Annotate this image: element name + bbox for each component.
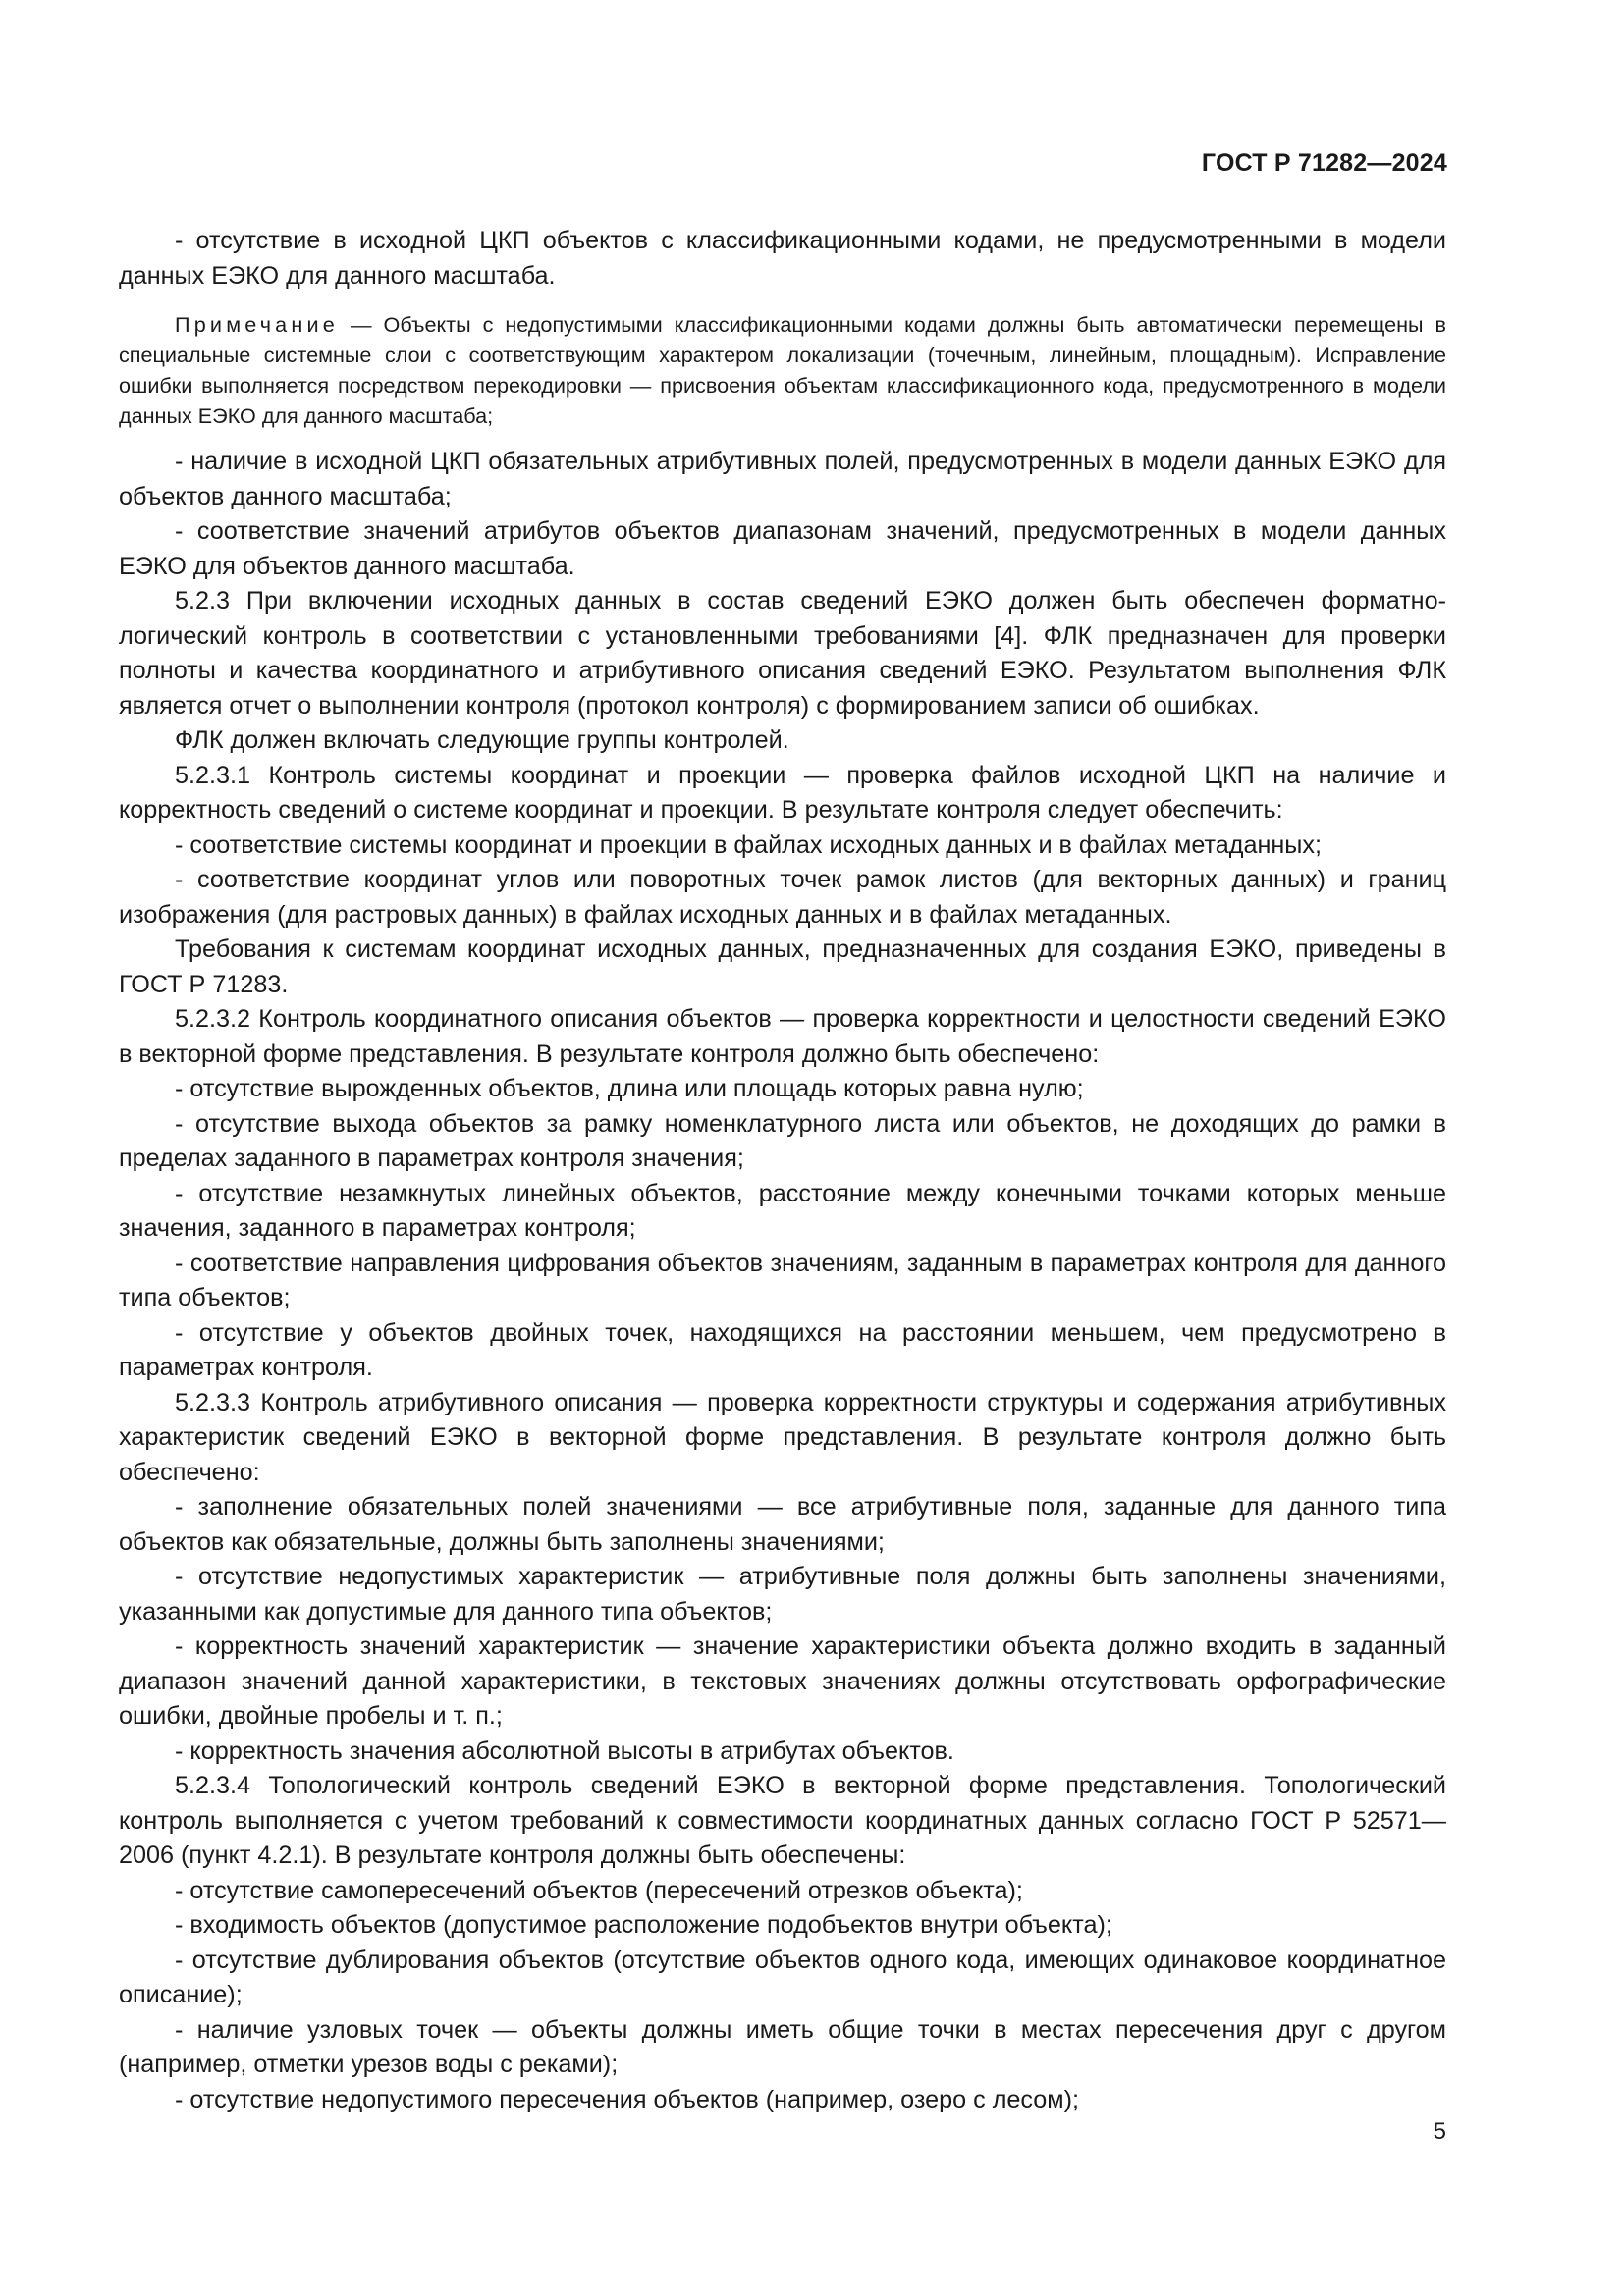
list-item: - отсутствие незамкнутых линейных объектов, расстояние между конечными точками которых меньше значения, заданного в параметрах контроля; xyxy=(119,1179,1446,1242)
list-item: - отсутствие самопересечений объектов (пересечений отрезков объекта); xyxy=(175,1876,1023,1904)
list-item: - соответствие направления цифрования объектов значениям, заданным в параметрах контроля для данного типа объектов; xyxy=(119,1249,1446,1311)
section-5-2-3-3: 5.2.3.3 Контроль атрибутивного описания — проверка корректности структуры и содержания атрибутивных характеристик сведений ЕЭКО в векторной форме представления. В результате контроля должно быть обеспечено: xyxy=(119,1388,1446,1486)
section-5-2-3-2: 5.2.3.2 Контроль координатного описания объектов — проверка корректности и целостности сведений ЕЭКО в векторной форме представления. В результате контроля должно быть обеспечено: xyxy=(119,1005,1446,1068)
document-body xyxy=(119,224,1446,2117)
paragraph: Требования к системам координат исходных данных, предназначенных для создания ЕЭКО, приведены в ГОСТ Р 71283. xyxy=(119,935,1446,998)
note-label: Примечание xyxy=(175,312,339,337)
list-item: - наличие узловых точек — объекты должны иметь общие точки в местах пересечения друг с другом (например, отметки урезов воды с реками); xyxy=(119,2015,1446,2078)
section-5-2-3-1: 5.2.3.1 Контроль системы координат и проекции — проверка файлов исходной ЦКП на наличие и корректность сведений о системе координат и проекции. В результате контроля следует обеспечить: xyxy=(119,761,1446,824)
list-item: - отсутствие дублирования объектов (отсутствие объектов одного кода, имеющих одинаковое координатное описание); xyxy=(119,1946,1446,2008)
list-item: - отсутствие выхода объектов за рамку номенклатурного листа или объектов, не доходящих до рамки в пределах заданного в параметрах контроля значения; xyxy=(119,1109,1446,1172)
list-item: - соответствие системы координат и проекции в файлах исходных данных и в файлах метаданных; xyxy=(175,830,1322,859)
list-item: - отсутствие вырожденных объектов, длина или площадь которых равна нулю; xyxy=(175,1075,1084,1102)
list-item: - наличие в исходной ЦКП обязательных атрибутивных полей, предусмотренных в модели данных ЕЭКО для объектов данного масштаба; xyxy=(119,448,1446,510)
page-number: 5 xyxy=(1433,2118,1446,2145)
list-item: - отсутствие недопустимых характеристик — атрибутивные поля должны быть заполнены значениями, указанными как допустимые для данного типа объектов; xyxy=(119,1563,1446,1626)
section-5-2-3-4: 5.2.3.4 Топологический контроль сведений ЕЭКО в векторной форме представления. Топологический контроль выполняется с учетом требований к совместимости координатных данных согласно ГОСТ Р 52571—2006 (пункт 4.2.1). В результате контроля должны быть обеспечены: xyxy=(119,1772,1446,1869)
list-item: - отсутствие в исходной ЦКП объектов с классификационными кодами, не предусмотренными в модели данных ЕЭКО для данного масштаба. xyxy=(119,227,1446,290)
list-item: - соответствие значений атрибутов объектов диапазонам значений, предусмотренных в модели данных ЕЭКО для объектов данного масштаба. xyxy=(119,517,1446,580)
paragraph: ФЛК должен включать следующие группы контролей. xyxy=(175,726,789,754)
list-item: - корректность значения абсолютной высоты в атрибутах объектов. xyxy=(175,1736,954,1765)
list-item: - отсутствие недопустимого пересечения объектов (например, озеро с лесом); xyxy=(175,2085,1080,2113)
note-text: — Объекты с недопустимыми классификационными кодами должны быть автоматически перемещены в специальные системные слои с соответствующим характером локализации (точечным, линейным, площадным). Исправление ошибки выполняется посредством перекодировки — присвоения объектам классификационного кода, предусмотренного в модели данных ЕЭКО для данного масштаба; xyxy=(119,312,1446,428)
list-item: - отсутствие у объектов двойных точек, находящихся на расстоянии меньшем, чем предусмотрено в параметрах контроля. xyxy=(119,1318,1446,1381)
document-header: ГОСТ Р 71282—2024 xyxy=(1201,149,1447,177)
list-item: - заполнение обязательных полей значениями — все атрибутивные поля, заданные для данного типа объектов как обязательные, должны быть заполнены значениями; xyxy=(119,1493,1446,1556)
list-item: - соответствие координат углов или поворотных точек рамок листов (для векторных данных) и границ изображения (для растровых данных) в файлах исходных данных и в файлах метаданных. xyxy=(119,866,1446,929)
section-5-2-3: 5.2.3 При включении исходных данных в состав сведений ЕЭКО должен быть обеспечен форматно-логический контроль в соответствии с установленными требованиями [4]. ФЛК предназначен для проверки полноты и качества координатного и атрибутивного описания сведений ЕЭКО. Результатом выполнения ФЛК является отчет о выполнении контроля (протокол контроля) с формированием записи об ошибках. xyxy=(119,587,1446,720)
list-item: - корректность значений характеристик — значение характеристики объекта должно входить в заданный диапазон значений данной характеристики, в текстовых значениях должны отсутствовать орфографические ошибки, двойные пробелы и т. п.; xyxy=(119,1632,1446,1730)
note-block xyxy=(119,294,1446,445)
list-item: - входимость объектов (допустимое расположение подобъектов внутри объекта); xyxy=(175,1911,1112,1939)
